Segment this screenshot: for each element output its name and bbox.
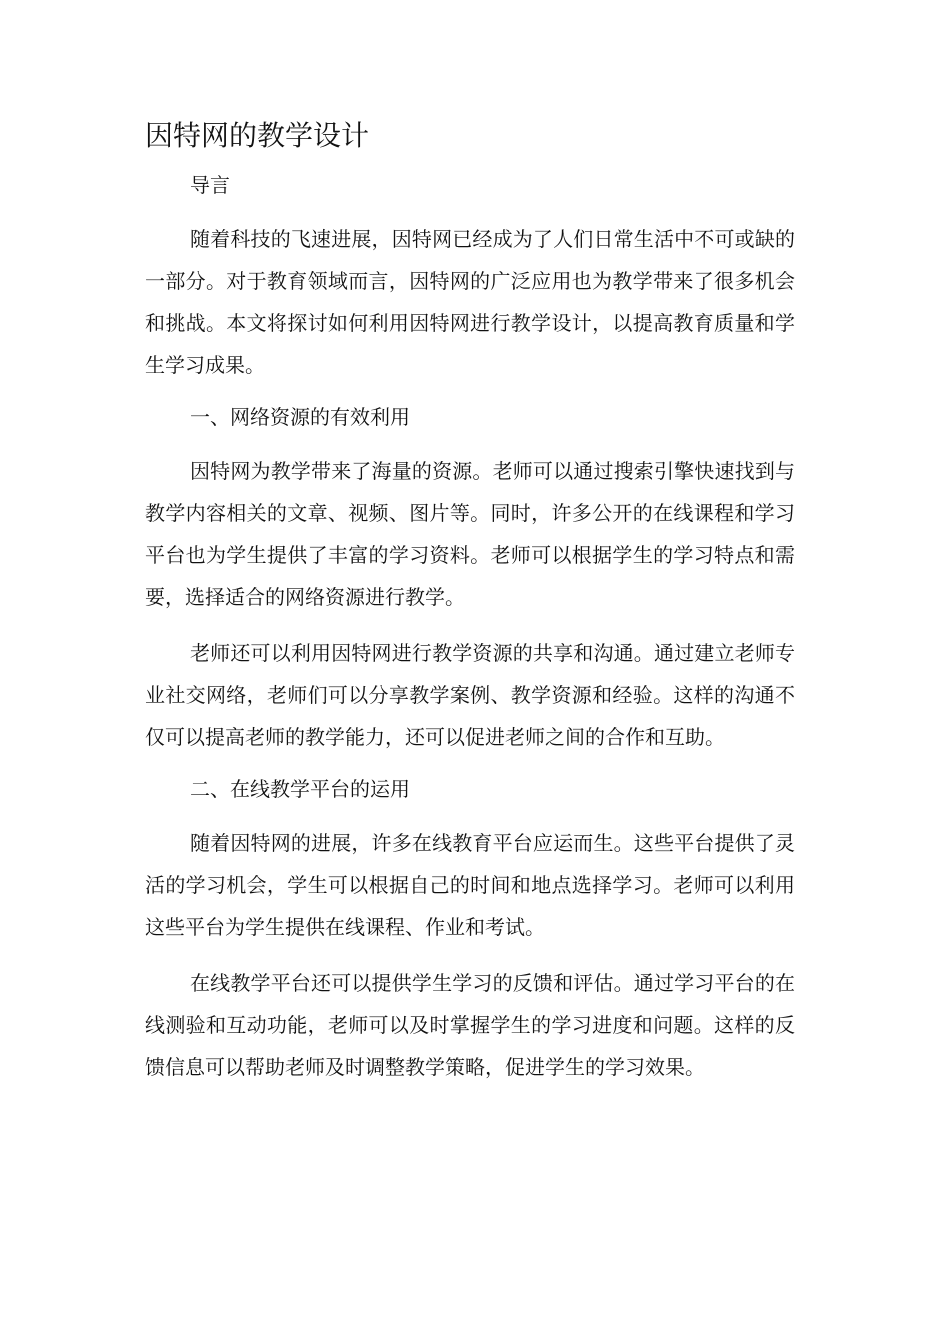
section2-heading: 二、在线教学平台的运用 — [190, 777, 410, 801]
document-title: 因特网的教学设计 — [145, 119, 370, 152]
section1-paragraph-1: 因特网为教学带来了海量的资源。老师可以通过搜索引擎快速找到与教学内容相关的文章、视频、图片等。同时，许多公开的在线课程和学习平台也为学生提供了丰富的学习资料。老师可以根据学生的学习特点和需要，选择适合的网络资源进行教学。 — [145, 459, 795, 609]
section2-paragraph-2: 在线教学平台还可以提供学生学习的反馈和评估。通过学习平台的在线测验和互动功能，老师可以及时掌握学生的学习进度和问题。这样的反馈信息可以帮助老师及时调整教学策略，促进学生的学习效果。 — [145, 971, 795, 1079]
intro-paragraph: 随着科技的飞速进展，因特网已经成为了人们日常生活中不可或缺的一部分。对于教育领域而言，因特网的广泛应用也为教学带来了很多机会和挑战。本文将探讨如何利用因特网进行教学设计，以提高教育质量和学生学习成果。 — [145, 227, 795, 377]
section1-paragraph-2: 老师还可以利用因特网进行教学资源的共享和沟通。通过建立老师专业社交网络，老师们可以分享教学案例、教学资源和经验。这样的沟通不仅可以提高老师的教学能力，还可以促进老师之间的合作和互助。 — [145, 641, 795, 749]
intro-heading: 导言 — [190, 173, 230, 197]
section1-heading: 一、网络资源的有效利用 — [190, 405, 410, 429]
section2-paragraph-1: 随着因特网的进展，许多在线教育平台应运而生。这些平台提供了灵活的学习机会，学生可以根据自己的时间和地点选择学习。老师可以利用这些平台为学生提供在线课程、作业和考试。 — [145, 831, 795, 939]
document-body — [145, 112, 795, 1088]
